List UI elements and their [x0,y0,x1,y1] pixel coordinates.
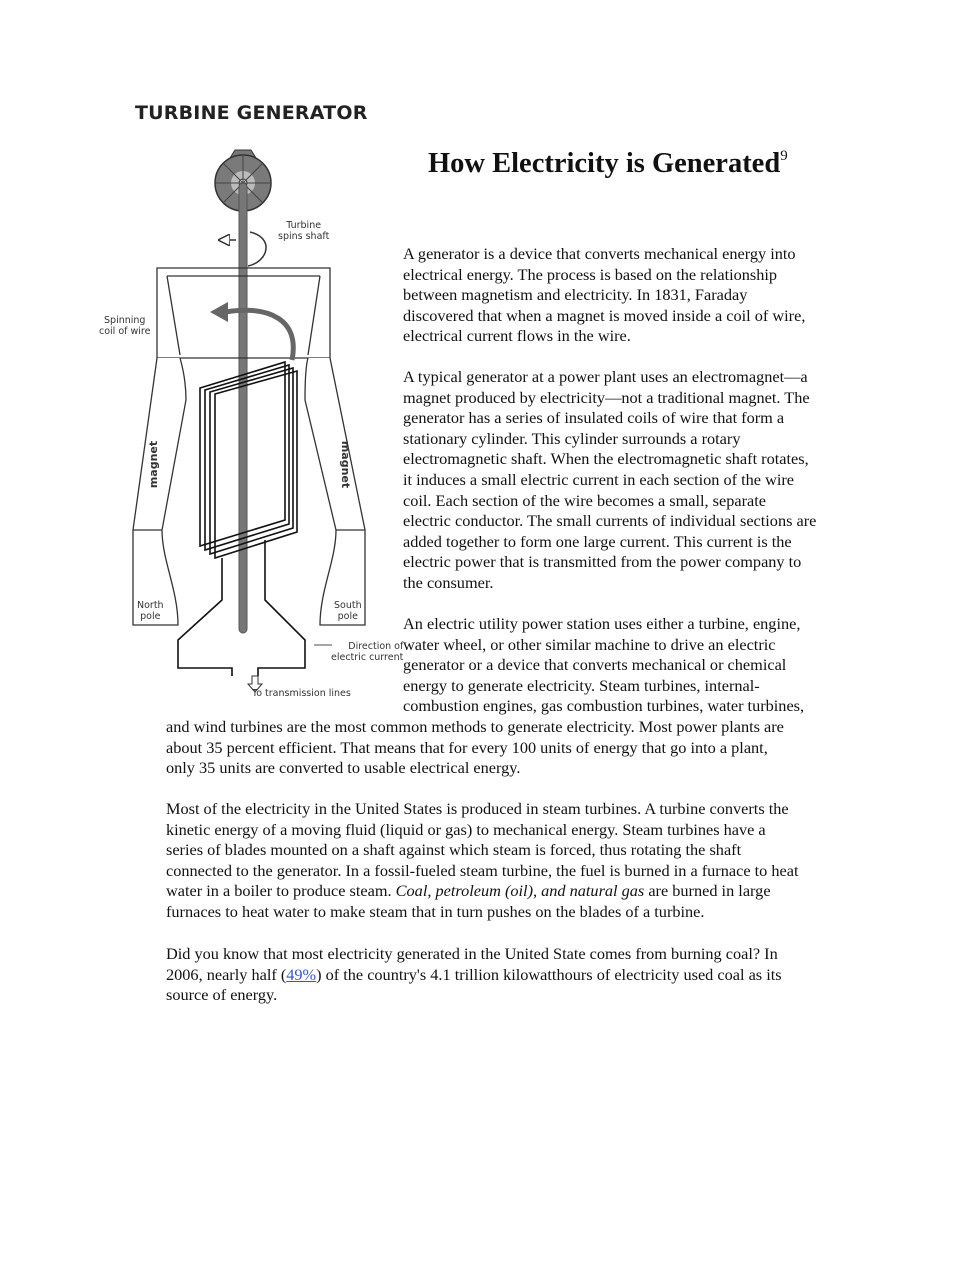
paragraph-3-line: combustion engines, gas combustion turbines, water turbines, [403,696,805,716]
paragraph-4-line: kinetic energy of a moving fluid (liquid or gas) to mechanical energy. Steam turbines have a [166,819,766,839]
paragraph-1-line: between magnetism and electricity. In 1831, Faraday [403,285,748,305]
paragraph-3-line: about 35 percent efficient. That means that for every 100 units of energy that go into a plant, [166,737,768,757]
label-line: coil of wire [99,326,151,337]
paragraph-2-line: electric conductor. The small currents of individual sections are [403,511,817,531]
shaft [239,183,247,633]
magnet-right-label: magnet [339,440,353,489]
paragraph-4-line [166,881,771,901]
paragraph-2-line: magnet produced by electricity—not a traditional magnet. The [403,387,810,407]
paragraph-2-line: added together to form one large current. This current is the [403,531,792,551]
paragraph-2-line: stationary cylinder. This cylinder surrounds a rotary [403,428,741,448]
paragraph-3-line: generator or a device that converts mechanical or chemical [403,655,787,675]
paragraph-3-line: energy to generate electricity. Steam turbines, internal- [403,675,760,695]
wires [178,540,332,676]
footnote-marker: 9 [780,147,788,164]
paragraph-5-line: source of energy. [166,985,278,1005]
paragraph-2-line: coil. Each section of the wire becomes a small, separate [403,490,767,510]
paragraph-2-line: A typical generator at a power plant uses an electromagnet—a [403,367,808,386]
south-pole-label [334,600,362,622]
coil [200,362,297,558]
paragraph-1-line: electrical energy. The process is based on the relationship [403,264,778,284]
text-segment: are burned in large [644,881,771,901]
label-line: Spinning [104,315,146,326]
text-segment: 2006, nearly half ( [166,964,287,984]
text-segment: water in a boiler to produce steam. [166,881,396,901]
paragraph-4-line: Most of the electricity in the United States is produced in steam turbines. A turbine converts the [166,799,789,818]
paragraph-3-line: and wind turbines are the most common methods to generate electricity. Most power plants are [166,717,784,736]
paragraph-2-line: it induces a small electric current in each section of the wire [403,470,795,489]
turbine-label [278,220,329,242]
italic-text: Coal, petroleum (oil), and natural gas [395,881,645,901]
page-title [428,148,788,180]
paragraph-3-line: only 35 units are converted to usable electrical energy. [166,758,521,778]
label-line: spins shaft [278,231,330,242]
label-line: electric current [331,652,404,663]
magnet-frame [133,268,365,625]
label-line: Direction of [348,641,404,652]
paragraph-1-line: A generator is a device that converts mechanical energy into [403,244,796,263]
coal-share-link[interactable]: 49% [286,964,317,984]
paragraph-4-line: furnaces to heat water to make steam that in turn pushes on the blades of a turbine. [166,902,705,921]
north-pole-label [137,600,164,622]
magnet-left-label: magnet [147,440,161,489]
paragraph-5-line: Did you know that most electricity generated in the United State comes from burning coal? In [166,944,778,963]
figure-title: TURBINE GENERATOR [135,102,368,124]
label-line: South [334,600,362,611]
paragraph-2-line: electromagnetic shaft. When the electromagnetic shaft rotates, [403,449,809,469]
label-line: Turbine [286,220,322,231]
paragraph-3-line: water wheel, or other similar machine to drive an electric [403,634,776,654]
paragraph-1-line: discovered that when a magnet is moved inside a coil of wire, [403,305,806,325]
current-direction-label [331,641,403,663]
label-line: North [137,600,164,611]
paragraph-2-line: electric power that is transmitted from the power company to [403,552,802,572]
text-segment: ) of the country's 4.1 trillion kilowatthours of electricity used coal as its [316,964,782,984]
paragraph-4-line: connected to the generator. In a fossil-fueled steam turbine, the fuel is burned in a furnace to heat [166,860,799,880]
label-line: pole [337,611,358,622]
paragraph-2-line: generator has a series of insulated coils of wire that form a [403,408,785,428]
paragraph-4-line: series of blades mounted on a shaft against which steam is forced, thus rotating the shaft [166,840,742,860]
paragraph-5-line [166,965,782,985]
coil-label [99,315,150,337]
transmission-lines-label: To transmission lines [252,688,351,699]
paragraph-3-line: An electric utility power station uses either a turbine, engine, [403,614,801,633]
paragraph-2-line: the consumer. [403,573,494,592]
title-text: How Electricity is Generated [428,148,781,179]
paragraph-1-line: electrical current flows in the wire. [403,326,631,346]
label-line: pole [140,611,161,622]
big-rotation-arrow-icon [225,310,293,360]
